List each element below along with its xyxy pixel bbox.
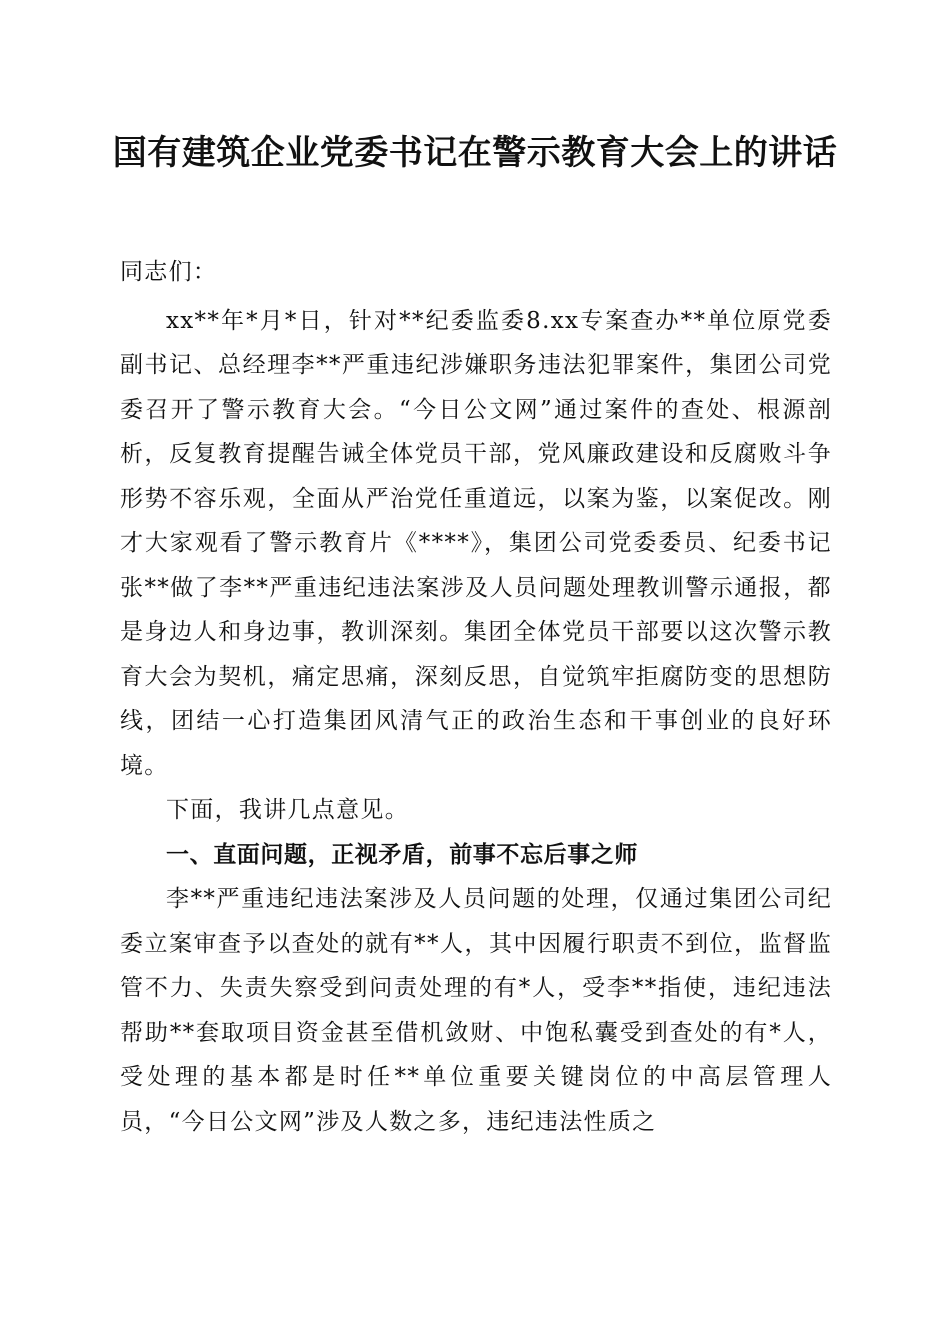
document-body — [120, 250, 832, 1144]
salutation: 同志们： — [120, 259, 218, 285]
document-title: 国有建筑企业党委书记在警示教育大会上的讲话 — [112, 133, 838, 173]
section-heading: 一、直面问题，正视矛盾，前事不忘后事之师 — [166, 841, 638, 868]
section-paragraph: 李**严重违纪违法案涉及人员问题的处理，仅通过集团公司纪委立案审查予以查处的就有**人，其中因履行职责不到位，监督监管不力、失责失察受到问责处理的有*人，受李**指使，违纪违法帮助**套取项目资金甚至借机敛财、中饱私囊受到查处的有*人，受处理的基本都是时任**单位重要关键岗位的中高层管理人员，“今日公文网”涉及人数之多，违纪违法性质之 — [120, 886, 832, 1135]
transition-paragraph: 下面，我讲几点意见。 — [166, 797, 409, 823]
opening-paragraph: xx**年*月*日，针对**纪委监委8.xx专案查办**单位原党委副书记、总经理李**严重违纪涉嫌职务违法犯罪案件，集团公司党委召开了警示教育大会。“今日公文网”通过案件的查处、根源剖析，反复教育提醒告诫全体党员干部，党风廉政建设和反腐败斗争形势不容乐观，全面从严治党任重道远，以案为鉴，以案促改。刚才大家观看了警示教育片《****》，集团公司党委委员、纪委书记张**做了李**严重违纪违法案涉及人员问题处理教训警示通报，都是身边人和身边事，教训深刻。集团全体党员干部要以这次警示教育大会为契机，痛定思痛，深刻反思，自觉筑牢拒腐防变的思想防线，团结一心打造集团风清气正的政治生态和干事创业的良好环境。 — [120, 307, 832, 779]
